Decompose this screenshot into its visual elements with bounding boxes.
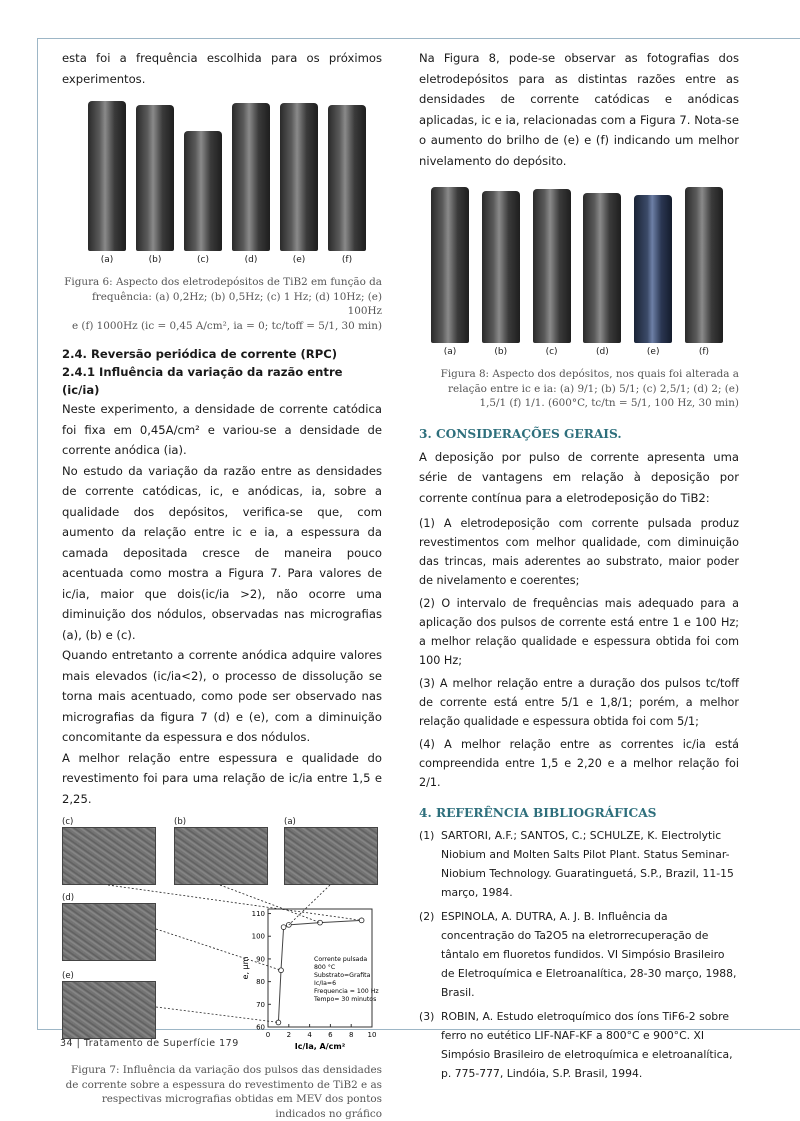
figure-8-caption: Figura 8: Aspecto dos depósitos, nos quais foi alterada a relação entre ic e ia: (a) 9/1; (b) 5/1; (c) 2,5/1; (d) 2; (e) 1,5/1 (f) 1/1. (600°C, tc/tn = 5/1, 100 Hz, 30 min): [440, 368, 739, 409]
figure-7: [60, 817, 386, 1057]
page-footer: 34 | Tratamento de Superfície 179: [60, 1038, 239, 1049]
y-tick-label: 80: [256, 978, 265, 987]
sample-rod: [685, 187, 723, 343]
figure-label: (a): [100, 255, 114, 265]
sample-rod: [136, 105, 174, 251]
x-tick-label: 0: [265, 1031, 271, 1039]
sample-rod: [280, 103, 318, 251]
sample-rod: [232, 103, 270, 251]
paragraph: No estudo da variação da razão entre as densidades de corrente catódicas, ic, e anódicas, ia, sobre a qualidade dos depósitos, verifica-se que, com aumento da relação entre ic e ia, a espessura da camada depositada cresce de maneira pouco acentuada como mostra a Figura 7. Para valores de ic/ia, maior que dois(ic/ia >2), não ocorre uma diminuição dos nódulos, observadas nas micrografias (a), (b) e (c).: [62, 463, 382, 642]
section-heading: 3. CONSIDERAÇÕES GERAIS.: [419, 426, 622, 441]
reference-number: (1): [419, 829, 435, 842]
figure-label: (f): [341, 255, 353, 265]
data-point: [286, 922, 291, 927]
reference-item: [419, 826, 739, 902]
figure-6-rods: [80, 99, 374, 251]
reference-number: (2): [419, 910, 435, 923]
x-tick-label: 10: [367, 1031, 377, 1039]
figure-label: (d): [244, 255, 258, 265]
sample-rod: [431, 187, 469, 343]
x-tick-label: 4: [307, 1031, 312, 1039]
sample-rod: [583, 193, 621, 343]
legend-entry: Tempo= 30 minutos: [314, 996, 377, 1003]
legend-entry: Frequencia = 100 Hz: [314, 988, 379, 995]
legend-entry: 800 °C: [314, 964, 336, 971]
figure-label: (e): [646, 347, 660, 357]
figure-label: (c): [197, 255, 209, 265]
y-tick-label: 70: [256, 1000, 265, 1009]
y-tick-label: 90: [256, 955, 265, 964]
x-axis-label: Ic/Ia, A/cm²: [294, 1042, 346, 1051]
figure-label: (f): [698, 347, 710, 357]
y-tick-label: 110: [251, 910, 265, 919]
conclusion-item: (2) O intervalo de frequências mais adequado para a aplicação dos pulsos de corrente está entre 1 e 100 Hz; a melhor relação qualidade e espessura obtida foi com 100 Hz;: [419, 597, 739, 667]
y-axis-label: e, µm: [241, 956, 250, 980]
figure-label: (d): [596, 347, 609, 357]
reference-text: ROBIN, A. Estudo eletroquímico dos íons TiF6-2 sobre ferro no eutético LIF-NAF-KF a 800°C e 900°C. XI Simpósio Brasileiro de eletroquímica e eletroanalítica, p. 775-777, Lindóia, S.P. Brasil, 1994.: [441, 1010, 733, 1080]
micrograph-label: (a): [284, 817, 296, 827]
sample-rod: [184, 131, 222, 251]
figure-7-caption: Figura 7: Influência da variação dos pulsos das densidades de corrente sobre a espessura do revestimento de TiB2 e as respectivas micrografias obtidas em MEV dos pontos indicados no gráfico: [65, 1064, 382, 1120]
figure-8-rods: [427, 183, 727, 343]
figure-6-labels: [80, 255, 374, 265]
data-point: [279, 968, 284, 973]
conclusion-item: (3) A melhor relação entre a duração dos pulsos tc/toff de corrente está entre 5/1 e 1,8/1; porém, a melhor relação qualidade e espessura obtida foi com 5/1;: [419, 677, 739, 728]
figure-label: (b): [148, 255, 162, 265]
sample-rod: [328, 105, 366, 251]
thickness-chart: [60, 817, 386, 1057]
right-column: [419, 48, 739, 1088]
annotation-arrow: [108, 885, 362, 920]
figure-label: (a): [443, 347, 457, 357]
annotation-arrow: [156, 1007, 278, 1022]
figure-label: (e): [292, 255, 306, 265]
y-tick-label: 100: [251, 932, 265, 941]
micrograph-label: (d): [62, 893, 75, 903]
left-column: [62, 48, 382, 1121]
data-point: [318, 920, 323, 925]
data-point: [281, 925, 286, 930]
right-intro-paragraph: Na Figura 8, pode-se observar as fotografias dos eletrodepósitos para as distintas razões entre as densidades de corrente catódicas e anódicas aplicadas, ic e ia, relacionadas com a Figura 7. Nota-se o aumento do brilho de (e) e (f) indicando um melhor nivelamento do depósito.: [419, 51, 739, 168]
figure-label: (c): [545, 347, 558, 357]
legend-entry: Ic/Ia=6: [314, 980, 337, 987]
paragraph: Neste experimento, a densidade de corrente catódica foi fixa em 0,45A/cm² e variou-se a densidade de corrente anódica (ia).: [62, 402, 382, 457]
page-frame-top: [37, 38, 800, 39]
conclusion-item: (4) A melhor relação entre as correntes ic/ia está compreendida entre 1,5 e 2,20 e a melhor relação foi 2/1.: [419, 738, 739, 789]
section-heading: 4. REFERÊNCIA BIBLIOGRÁFICAS: [419, 806, 657, 820]
sample-rod: [88, 101, 126, 251]
sample-rod: [533, 189, 571, 343]
reference-text: SARTORI, A.F.; SANTOS, C.; SCHULZE, K. Electrolytic Niobium and Molten Salts Pilot Plant. Status Seminar-Niobium Technology. Guaratinguetá, S.P., Brazil, 11-15 março, 1984.: [441, 829, 734, 899]
micrograph-label: (b): [174, 817, 187, 827]
reference-number: (3): [419, 1010, 435, 1023]
paragraph: A deposição por pulso de corrente apresenta uma série de vantagens em relação à deposição por corrente contínua para a eletrodeposição do TiB2:: [419, 449, 739, 505]
x-tick-label: 2: [286, 1031, 292, 1039]
sample-rod: [482, 191, 520, 343]
reference-item: [419, 1007, 739, 1083]
paragraph: A melhor relação entre espessura e qualidade do revestimento foi para uma relação de ic/ia entre 1,5 e 2,25.: [62, 750, 382, 806]
micrograph-label: (e): [62, 971, 74, 981]
figure-8-photo: [427, 183, 727, 357]
conclusion-item: (1) A eletrodeposição com corrente pulsada produz revestimentos com melhor qualidade, com diminuição das trincas, mais aderentes ao substrato, maior poder de nivelamento e coerentes;: [419, 517, 739, 587]
figure-8-labels: [427, 347, 727, 357]
micrograph-label: (c): [62, 817, 74, 827]
reference-item: [419, 907, 739, 1002]
paragraph: Quando entretanto a corrente anódica adquire valores mais elevados (ic/ia<2), o processo de dissolução se torna mais acentuado, como pode ser observado nas micrografias da figura 7 (d) e (e), com a diminuição concomitante da espessura e dos nódulos.: [62, 648, 382, 744]
section-heading: 2.4. Reversão periódica de corrente (RPC): [62, 347, 338, 361]
sample-rod: [634, 195, 672, 343]
figure-6-photo: [80, 99, 374, 265]
page-frame-left: [37, 38, 38, 1030]
x-tick-label: 6: [328, 1031, 333, 1039]
figure-label: (b): [494, 347, 508, 357]
x-tick-label: 8: [348, 1031, 354, 1039]
left-intro-paragraph: esta foi a frequência escolhida para os próximos experimentos.: [62, 51, 382, 86]
legend-entry: Substrato=Grafita: [314, 972, 371, 979]
y-tick-label: 60: [256, 1023, 265, 1032]
reference-text: ESPINOLA, A. DUTRA, A. J. B. Influência da concentração do Ta2O5 na eletrorrecuperação de tântalo em fluoretos fundidos. VI Simpósio Brasileiro de Eletroquímica e Eletroanalítica, 28-30 março, 1988, Brasil.: [441, 910, 737, 999]
figure-6-caption: Figura 6: Aspecto dos eletrodepósitos de TiB2 em função da frequência: (a) 0,2Hz; (b) 0,5Hz; (c) 1 Hz; (d) 10Hz; (e) 100Hz e (f) 1000Hz (ic = 0,45 A/cm², ia = 0; tc/toff = 5/1, 30 min): [64, 276, 382, 332]
subsection-heading: 2.4.1 Influência da variação da razão entre (ic/ia): [62, 365, 343, 397]
legend-entry: Corrente pulsada: [314, 956, 368, 963]
